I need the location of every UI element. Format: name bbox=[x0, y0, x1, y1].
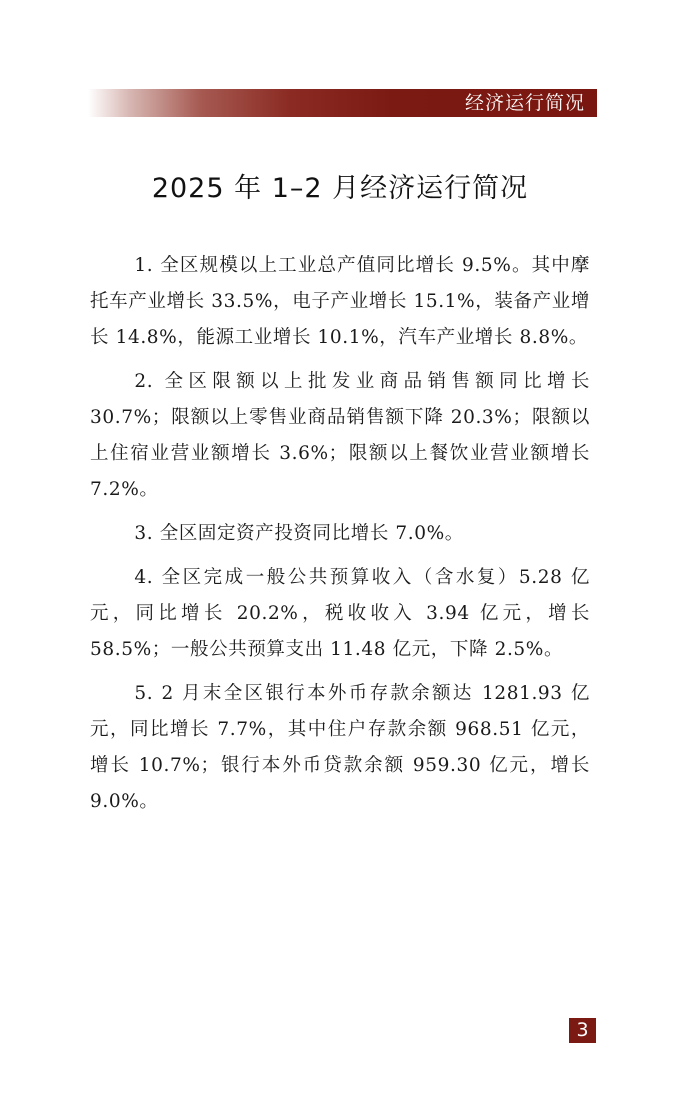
paragraph-banking: 5. 2 月末全区银行本外币存款余额达 1281.93 亿元，同比增长 7.7%，其中住户存款余额 968.51 亿元，增长 10.7%；银行本外币贷款余额 959.30 亿元，增长 9.0%。 bbox=[90, 683, 590, 812]
paragraph-fiscal: 4. 全区完成一般公共预算收入（含水复）5.28 亿元，同比增长 20.2%，税收收入 3.94 亿元，增长 58.5%；一般公共预算支出 11.48 亿元，下降 2.5%。 bbox=[90, 567, 590, 660]
page-title: 2025 年 1–2 月经济运行简况 bbox=[151, 173, 529, 204]
page-number-badge: 3 bbox=[569, 1018, 596, 1043]
article-body bbox=[90, 248, 590, 828]
paragraph-retail: 2. 全区限额以上批发业商品销售额同比增长 30.7%；限额以上零售业商品销售额下降 20.3%；限额以上住宿业营业额增长 3.6%；限额以上餐饮业营业额增长 7.2%。 bbox=[90, 371, 590, 500]
section-header-title: 经济运行简况 bbox=[464, 92, 585, 114]
paragraph-investment: 3. 全区固定资产投资同比增长 7.0%。 bbox=[134, 523, 464, 544]
section-header-band bbox=[88, 89, 597, 117]
paragraph-industry: 1. 全区规模以上工业总产值同比增长 9.5%。其中摩托车产业增长 33.5%，电子产业增长 15.1%，装备产业增长 14.8%，能源工业增长 10.1%，汽车产业增长 8.8%。 bbox=[90, 255, 590, 348]
